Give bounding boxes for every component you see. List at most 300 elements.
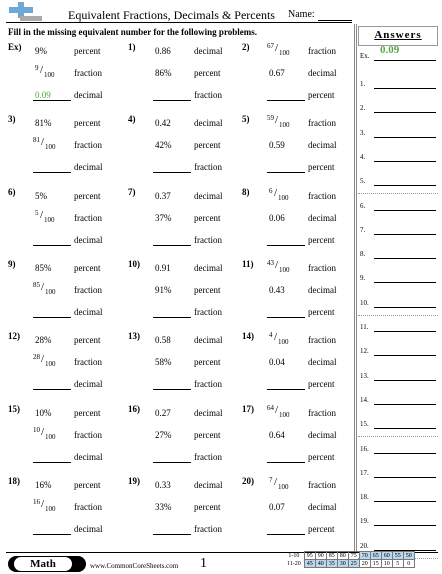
answer-line[interactable]: [374, 307, 436, 308]
unit-label: decimal: [74, 234, 103, 245]
unit-label: fraction: [194, 523, 222, 534]
fraction-slash: /: [41, 425, 45, 438]
answer-line[interactable]: [374, 525, 436, 526]
plus-minus-logo-icon: [6, 2, 44, 22]
problem-number: 8): [242, 186, 250, 197]
problem-number: 2): [242, 42, 250, 52]
score-cell: 75: [348, 552, 359, 560]
unit-label: decimal: [194, 262, 223, 273]
answer-row: [360, 248, 438, 260]
given-value: 0.86: [155, 46, 171, 56]
answer-line[interactable]: [374, 258, 436, 259]
fraction-denominator: 100: [45, 143, 56, 152]
unit-label: percent: [194, 68, 221, 78]
fraction-slash: /: [275, 403, 279, 416]
answer-number: 5.: [360, 177, 366, 186]
unit-label: fraction: [74, 284, 102, 295]
problem: [242, 476, 357, 544]
given-fraction: [269, 331, 299, 347]
given-value: 81%: [35, 118, 52, 129]
given-value: 86%: [155, 68, 172, 78]
given-value: 0.59: [269, 140, 285, 151]
unit-label: decimal: [74, 90, 103, 100]
answer-number: 1.: [360, 80, 366, 88]
unit-label: percent: [308, 379, 335, 390]
score-cell: 30: [337, 560, 348, 568]
answer-blank[interactable]: [153, 100, 191, 101]
answer-number: 7.: [360, 225, 366, 234]
fraction-slash: /: [41, 497, 45, 510]
problem-number: 10): [128, 258, 140, 269]
unit-label: fraction: [308, 262, 336, 273]
header-divider: [6, 22, 352, 23]
answer-number: 19.: [360, 517, 369, 526]
fraction-denominator: 100: [278, 338, 289, 347]
fraction-numerator: 43: [267, 258, 274, 267]
answer-blank[interactable]: [153, 462, 191, 463]
score-cell: 45: [304, 560, 315, 568]
answer-number: 13.: [360, 371, 369, 380]
answer-example-value: 0.09: [380, 44, 400, 56]
score-cell: 70: [359, 552, 370, 560]
given-fraction: [269, 476, 299, 492]
answer-row: [360, 200, 438, 212]
answer-line[interactable]: [374, 477, 436, 478]
answer-number: 20.: [360, 541, 369, 550]
worksheet-title: Equivalent Fractions, Decimals & Percents: [68, 8, 275, 22]
answer-row: [360, 370, 438, 382]
answer-blank[interactable]: [33, 172, 71, 173]
given-value: 58%: [155, 357, 172, 368]
unit-label: decimal: [194, 479, 223, 490]
given-fraction: [33, 281, 63, 297]
unit-label: decimal: [74, 523, 103, 534]
score-row-label: 11-20: [287, 560, 301, 567]
instructions: Fill in the missing equivalent number for the following problems.: [8, 27, 258, 37]
answer-row-example: [360, 44, 438, 62]
answer-blank[interactable]: [33, 245, 71, 246]
answer-example-label: Ex.: [360, 52, 370, 60]
answer-line[interactable]: [374, 453, 436, 454]
problem: [8, 331, 123, 399]
unit-label: percent: [194, 212, 221, 223]
unit-label: fraction: [194, 90, 222, 100]
answer-line[interactable]: [374, 137, 436, 138]
answer-number: 3.: [360, 128, 366, 137]
fraction-slash: /: [275, 42, 279, 54]
fraction-slash: /: [40, 208, 44, 221]
answer-row: [360, 151, 438, 163]
unit-label: fraction: [194, 379, 222, 390]
answer-blank[interactable]: [153, 172, 191, 173]
answers-heading: Answers: [374, 29, 422, 41]
answer-number: 8.: [360, 250, 366, 259]
answer-row: [360, 175, 438, 187]
answer-row: [360, 127, 438, 139]
answer-line[interactable]: [374, 210, 436, 211]
answer-blank[interactable]: [33, 534, 71, 535]
unit-label: fraction: [74, 140, 102, 151]
unit-label: fraction: [194, 234, 222, 245]
unit-label: decimal: [74, 306, 103, 317]
answer-number: 14.: [360, 395, 369, 404]
problem: [242, 42, 357, 110]
score-cell: 90: [315, 552, 326, 560]
unit-label: percent: [308, 523, 335, 534]
unit-label: percent: [194, 284, 221, 295]
unit-label: fraction: [74, 68, 102, 78]
unit-label: percent: [74, 118, 101, 129]
score-row: [285, 560, 414, 568]
answer-row: [360, 467, 438, 479]
answer-line[interactable]: [374, 380, 436, 381]
unit-label: fraction: [308, 190, 336, 201]
unit-label: percent: [74, 407, 101, 418]
fraction-slash: /: [275, 258, 279, 271]
problem: [128, 187, 243, 255]
answer-row: [360, 224, 438, 236]
answer-row: [360, 443, 438, 455]
score-cell: 65: [370, 552, 381, 560]
given-value: 0.58: [155, 335, 171, 346]
fraction-slash: /: [41, 280, 45, 293]
given-fraction: [267, 259, 297, 275]
unit-label: decimal: [308, 140, 337, 151]
problem-number: 17): [242, 403, 254, 414]
fraction-numerator: 10: [33, 425, 40, 434]
problem-number: 18): [8, 475, 20, 486]
unit-label: decimal: [194, 190, 223, 201]
score-cell: 15: [370, 560, 381, 568]
score-cell: 10: [381, 560, 392, 568]
score-cell: 50: [403, 552, 414, 560]
given-value: 16%: [35, 479, 52, 490]
given-value: 5%: [35, 190, 47, 201]
answer-blank[interactable]: [33, 462, 71, 463]
problem-number: 9): [8, 258, 16, 269]
unit-label: percent: [74, 335, 101, 346]
fraction-slash: /: [40, 64, 44, 76]
problem: [242, 331, 357, 399]
given-value: 0.64: [269, 429, 285, 440]
answer-row: [360, 272, 438, 284]
fraction-slash: /: [274, 186, 278, 199]
unit-label: decimal: [74, 379, 103, 390]
example-answer-value: 0.09: [35, 90, 51, 100]
problem: [8, 114, 123, 182]
fraction-numerator: 4: [269, 331, 273, 340]
fraction-denominator: 100: [45, 360, 56, 369]
answer-row: [360, 345, 438, 357]
given-value: 42%: [155, 140, 172, 151]
answer-line[interactable]: [374, 331, 436, 332]
answer-blank[interactable]: [153, 389, 191, 390]
unit-label: percent: [74, 190, 101, 201]
fraction-numerator: 7: [269, 475, 273, 484]
problem: [128, 259, 243, 327]
unit-label: percent: [308, 162, 335, 173]
fraction-slash: /: [274, 331, 278, 344]
problem: [128, 476, 243, 544]
given-value: 0.04: [269, 357, 285, 368]
unit-label: fraction: [74, 357, 102, 368]
fraction-numerator: 81: [33, 136, 40, 145]
given-value: 28%: [35, 335, 52, 346]
score-cell: 5: [392, 560, 403, 568]
answer-blank[interactable]: [267, 172, 305, 173]
fraction-numerator: 16: [33, 497, 40, 506]
unit-label: fraction: [194, 306, 222, 317]
unit-label: fraction: [308, 46, 336, 56]
unit-label: fraction: [308, 118, 336, 129]
unit-label: percent: [74, 262, 101, 273]
answer-blank[interactable]: [267, 462, 305, 463]
fraction-numerator: 85: [33, 280, 40, 289]
answer-number: 12.: [360, 347, 369, 356]
fraction-denominator: 100: [279, 49, 290, 57]
answer-line[interactable]: [374, 112, 436, 113]
answer-group-separator: [358, 315, 438, 316]
given-value: 27%: [155, 429, 172, 440]
unit-label: decimal: [308, 357, 337, 368]
fraction-denominator: 100: [44, 215, 55, 224]
answer-number: 6.: [360, 201, 366, 210]
problem: [8, 404, 123, 472]
problem-number: 19): [128, 475, 140, 486]
answer-line[interactable]: [374, 355, 436, 356]
score-cell: 35: [326, 560, 337, 568]
fraction-numerator: 67: [267, 42, 274, 50]
given-value: 0.37: [155, 190, 171, 201]
given-fraction: [33, 353, 63, 369]
answer-group-separator: [358, 436, 438, 437]
problem-number: 15): [8, 403, 20, 414]
problem-number: 16): [128, 403, 140, 414]
unit-label: decimal: [74, 162, 103, 173]
problem-number: 13): [128, 331, 140, 342]
given-value: 0.27: [155, 407, 171, 418]
answer-line[interactable]: [374, 282, 436, 283]
given-fraction: [35, 209, 65, 225]
unit-label: decimal: [308, 429, 337, 440]
given-fraction: [33, 426, 63, 442]
given-value: 0.43: [269, 284, 285, 295]
problem: [242, 404, 357, 472]
answer-blank[interactable]: [267, 245, 305, 246]
answer-line[interactable]: [374, 404, 436, 405]
fraction-denominator: 100: [45, 287, 56, 296]
answer-number: 10.: [360, 298, 369, 307]
answer-row: [360, 102, 438, 114]
unit-label: decimal: [308, 212, 337, 223]
unit-label: percent: [194, 357, 221, 368]
answer-number: 2.: [360, 104, 366, 113]
score-cell: 40: [315, 560, 326, 568]
answer-line[interactable]: [374, 501, 436, 502]
answer-row: [360, 418, 438, 430]
fraction-denominator: 100: [278, 193, 289, 202]
unit-label: decimal: [308, 68, 337, 78]
answer-row: [360, 394, 438, 406]
unit-label: percent: [74, 479, 101, 490]
name-label: Name:: [288, 9, 315, 20]
given-fraction: [267, 404, 297, 420]
answer-blank[interactable]: [267, 317, 305, 318]
fraction-numerator: 9: [35, 64, 39, 72]
answer-row: [360, 321, 438, 333]
unit-label: fraction: [308, 335, 336, 346]
fraction-denominator: 100: [44, 71, 55, 79]
fraction-numerator: 59: [267, 114, 274, 123]
answer-line[interactable]: [374, 234, 436, 235]
problem-number: Ex): [8, 42, 22, 52]
answer-row: [360, 540, 438, 552]
score-cell: 85: [326, 552, 337, 560]
score-cell: 25: [348, 560, 359, 568]
unit-label: decimal: [194, 46, 223, 56]
problem: [128, 331, 243, 399]
answer-number: 15.: [360, 420, 369, 429]
score-row-label: 1-10: [288, 552, 300, 559]
fraction-slash: /: [41, 353, 45, 366]
answer-blank[interactable]: [33, 389, 71, 390]
name-field[interactable]: [318, 20, 352, 21]
fraction-denominator: 100: [45, 504, 56, 513]
answer-number: 4.: [360, 152, 366, 161]
fraction-numerator: 5: [35, 208, 39, 217]
fraction-numerator: 28: [33, 353, 40, 362]
given-value: 0.33: [155, 479, 171, 490]
score-cell: 20: [359, 560, 370, 568]
given-value: 0.91: [155, 262, 171, 273]
given-fraction: [269, 187, 299, 203]
unit-label: percent: [74, 46, 101, 56]
given-value: 10%: [35, 407, 52, 418]
answer-blank[interactable]: [267, 100, 305, 101]
fraction-numerator: 64: [267, 403, 274, 412]
answer-blank[interactable]: [33, 100, 71, 101]
problem: [128, 114, 243, 182]
given-value: 0.06: [269, 212, 285, 223]
footer-url: www.CommonCoreSheets.com: [90, 562, 179, 570]
answer-blank[interactable]: [153, 317, 191, 318]
given-fraction: [33, 136, 63, 152]
given-value: 37%: [155, 212, 172, 223]
problem-number: 3): [8, 114, 16, 125]
answer-row: [360, 515, 438, 527]
answer-row: [360, 491, 438, 503]
score-cell: 95: [304, 552, 315, 560]
unit-label: decimal: [308, 284, 337, 295]
fraction-denominator: 100: [45, 432, 56, 441]
answer-line[interactable]: [374, 88, 436, 89]
fraction-denominator: 100: [278, 482, 289, 491]
math-badge-label: Math: [14, 557, 72, 571]
problem: [8, 42, 123, 110]
unit-label: fraction: [194, 162, 222, 173]
unit-label: fraction: [194, 451, 222, 462]
unit-label: percent: [308, 90, 335, 100]
unit-label: percent: [194, 429, 221, 440]
answer-example-line: [374, 60, 436, 61]
given-fraction: [33, 498, 63, 514]
given-value: 9%: [35, 46, 47, 56]
fraction-denominator: 100: [279, 121, 290, 130]
fraction-slash: /: [275, 114, 279, 127]
unit-label: decimal: [74, 451, 103, 462]
problem: [242, 259, 357, 327]
problem: [8, 259, 123, 327]
problem-number: 20): [242, 475, 254, 486]
problem: [128, 404, 243, 472]
unit-label: decimal: [194, 335, 223, 346]
score-cell: 60: [381, 552, 392, 560]
problem-number: 7): [128, 186, 136, 197]
given-fraction: [267, 42, 297, 58]
score-table: [285, 551, 415, 568]
problem-number: 6): [8, 186, 16, 197]
score-cell: 80: [337, 552, 348, 560]
unit-label: fraction: [74, 212, 102, 223]
answer-number: 11.: [360, 323, 369, 331]
problem-number: 5): [242, 114, 250, 125]
given-value: 0.42: [155, 118, 171, 129]
fraction-numerator: 6: [269, 186, 273, 195]
unit-label: fraction: [308, 407, 336, 418]
problem-number: 14): [242, 331, 254, 342]
fraction-denominator: 100: [279, 410, 290, 419]
answer-number: 17.: [360, 468, 369, 477]
unit-label: decimal: [194, 118, 223, 129]
answer-row: [360, 78, 438, 90]
answer-number: 9.: [360, 274, 366, 283]
answer-blank[interactable]: [267, 534, 305, 535]
fraction-slash: /: [41, 136, 45, 149]
unit-label: percent: [194, 140, 221, 151]
given-value: 91%: [155, 284, 172, 295]
answer-line[interactable]: [374, 428, 436, 429]
score-row: [285, 552, 414, 560]
given-value: 33%: [155, 501, 172, 512]
fraction-slash: /: [274, 475, 278, 488]
answer-blank[interactable]: [153, 534, 191, 535]
problem: [8, 187, 123, 255]
given-value: 85%: [35, 262, 52, 273]
score-cell: 55: [392, 552, 403, 560]
answer-number: 18.: [360, 493, 369, 502]
answer-blank[interactable]: [267, 389, 305, 390]
answer-number: 16.: [360, 444, 369, 453]
score-cell: 0: [403, 560, 414, 568]
fraction-denominator: 100: [279, 265, 290, 274]
unit-label: percent: [308, 306, 335, 317]
unit-label: decimal: [308, 501, 337, 512]
unit-label: percent: [308, 451, 335, 462]
given-fraction: [35, 64, 65, 80]
answer-group-separator: [358, 193, 438, 194]
problem: [8, 476, 123, 544]
unit-label: percent: [308, 234, 335, 245]
answer-blank[interactable]: [153, 245, 191, 246]
answer-blank[interactable]: [33, 317, 71, 318]
answer-line[interactable]: [374, 161, 436, 162]
unit-label: decimal: [194, 407, 223, 418]
unit-label: fraction: [74, 429, 102, 440]
answer-line[interactable]: [374, 185, 436, 186]
given-value: 0.67: [269, 68, 285, 78]
given-value: 0.07: [269, 501, 285, 512]
problem: [242, 114, 357, 182]
